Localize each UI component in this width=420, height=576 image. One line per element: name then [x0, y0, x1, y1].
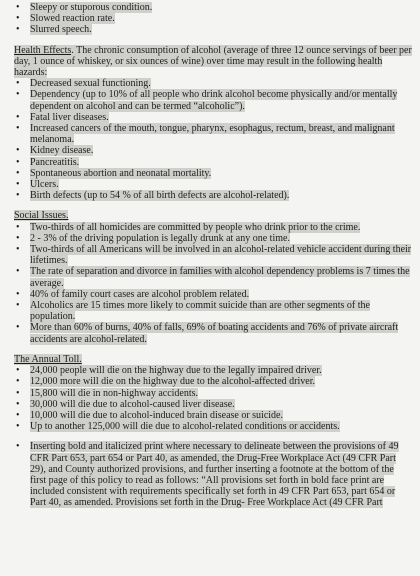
list-item: • Birth defects (up to 54 % of all birth defects are alcohol-related). [14, 190, 412, 201]
list-item: • Slurred speech. [14, 24, 412, 35]
list-item: • 10,000 will die due to alcohol-induced brain disease or suicide. [14, 410, 412, 421]
annual-toll-heading: The Annual Toll. [14, 353, 82, 365]
list-item: • Inserting bold and italicized print where necessary to delineate between the provisions of 49 CFR Part 653, part 654 or Part 40, as amended, the Drug-Free Workplace Act (49 CFR Part 29), and County authorized provisions, and further inserting a footnote at the bottom of the first page of this policy to read as follows: “All provisions set forth in bold face print are included consistent with requirements specifically set forth in 49 CFR Part 653, part 654 or Part 40, as amended. Provisions set forth in the Drug- Free Workplace Act (49 CFR Part [14, 441, 412, 508]
list-item: • 15,800 will die in non-highway accidents. [14, 388, 412, 399]
health-effects-section [14, 45, 412, 202]
health-effects-paragraph: Health Effects. The chronic consumption of alcohol (average of three 12 ounce servings of beer per day, 1 ounce of whiskey, or six ounces of wine) over time may result in the following health hazards: [14, 44, 412, 79]
list-item: • Fatal liver diseases. [14, 112, 412, 123]
list-item: • Decreased sexual functioning. [14, 78, 412, 89]
list-item: • The rate of separation and divorce in families with alcohol dependency problems is 7 times the average. [14, 266, 412, 288]
social-issues-list [14, 222, 412, 345]
list-item: • 30,000 will die due to alcohol-caused liver disease. [14, 399, 412, 410]
health-effects-heading: Health Effects [14, 44, 72, 56]
list-item: • More than 60% of burns, 40% of falls, 69% of boating accidents and 76% of private aircraft accidents are alcohol-related. [14, 322, 412, 344]
list-item: • 2 - 3% of the driving population is legally drunk at any one time. [14, 233, 412, 244]
list-item: • Sleepy or stuporous condition. [14, 2, 412, 13]
list-item: • Alcoholics are 15 times more likely to commit suicide than are other segments of the population. [14, 300, 412, 322]
list-item: • Dependency (up to 10% of all people who drink alcohol become physically and/or mentally dependent on alcohol and can be termed “alcoholic”). [14, 89, 412, 111]
health-hazard-list [14, 78, 412, 201]
list-item: • Kidney disease. [14, 145, 412, 156]
list-item: • 12,000 more will die on the highway due to the alcohol-affected driver. [14, 376, 412, 387]
list-item: • Two-thirds of all homicides are committed by people who drink prior to the crime. [14, 222, 412, 233]
list-item: • 24,000 people will die on the highway due to the legally impaired driver. [14, 365, 412, 376]
annual-toll-list [14, 365, 412, 432]
list-item: • 40% of family court cases are alcohol problem related. [14, 289, 412, 300]
list-item: • Up to another 125,000 will die due to alcohol-related conditions or accidents. [14, 421, 412, 432]
list-item: • Ulcers. [14, 179, 412, 190]
social-issues-heading: Social Issues. [14, 210, 69, 222]
list-item: • Slowed reaction rate. [14, 13, 412, 24]
social-issues-section [14, 210, 412, 344]
amendment-list [14, 441, 412, 508]
list-item: • Pancreatitis. [14, 157, 412, 168]
list-item: • Two-thirds of all Americans will be involved in an alcohol-related vehicle accident during their lifetimes. [14, 244, 412, 266]
symptom-list [14, 2, 412, 36]
list-item: • Spontaneous abortion and neonatal mortality. [14, 168, 412, 179]
list-item: • Increased cancers of the mouth, tongue, pharynx, esophagus, rectum, breast, and malignant melanoma. [14, 123, 412, 145]
annual-toll-section [14, 354, 412, 432]
